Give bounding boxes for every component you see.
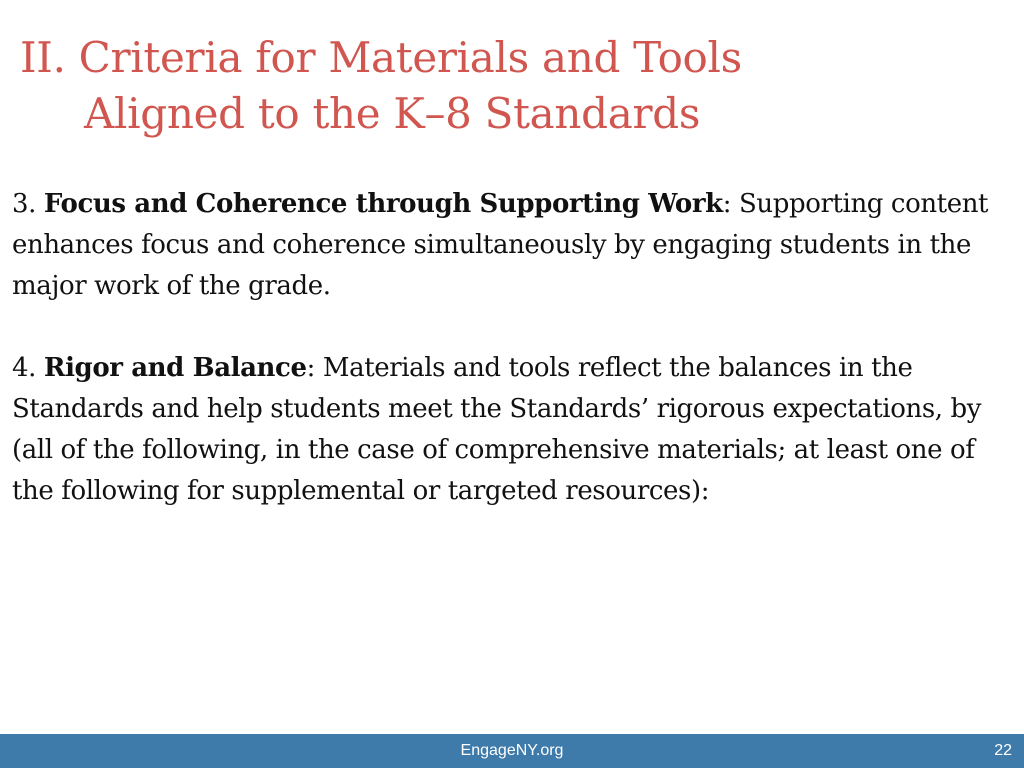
criterion-4 <box>12 348 1012 512</box>
slide-title-line-1: II. Criteria for Materials and Tools <box>20 33 742 82</box>
footer-site-label: EngageNY.org <box>460 742 564 759</box>
criterion-4-text: : Materials and tools reflect the balances in the Standards and help students meet the Standards’ rigorous expectations, by (all of the following, in the case of comprehensive materials; at least one of the following for supplemental or targeted resources): <box>12 353 982 506</box>
slide-page-number: 22 <box>994 742 1012 759</box>
slide-title-line-2: Aligned to the K–8 Standards <box>84 89 701 138</box>
slide-title <box>20 30 1010 142</box>
criterion-3-text: : Supporting content enhances focus and coherence simultaneously by engaging students in the major work of the grade. <box>12 189 989 301</box>
criterion-3-heading: Focus and Coherence through Supporting Work <box>43 189 723 219</box>
criterion-3 <box>12 184 1012 307</box>
criterion-3-number: 3. <box>12 189 44 219</box>
slide-body <box>12 184 1012 553</box>
footer-bar <box>0 734 1024 768</box>
criterion-4-heading: Rigor and Balance <box>43 353 307 383</box>
criterion-4-number: 4. <box>12 353 44 383</box>
